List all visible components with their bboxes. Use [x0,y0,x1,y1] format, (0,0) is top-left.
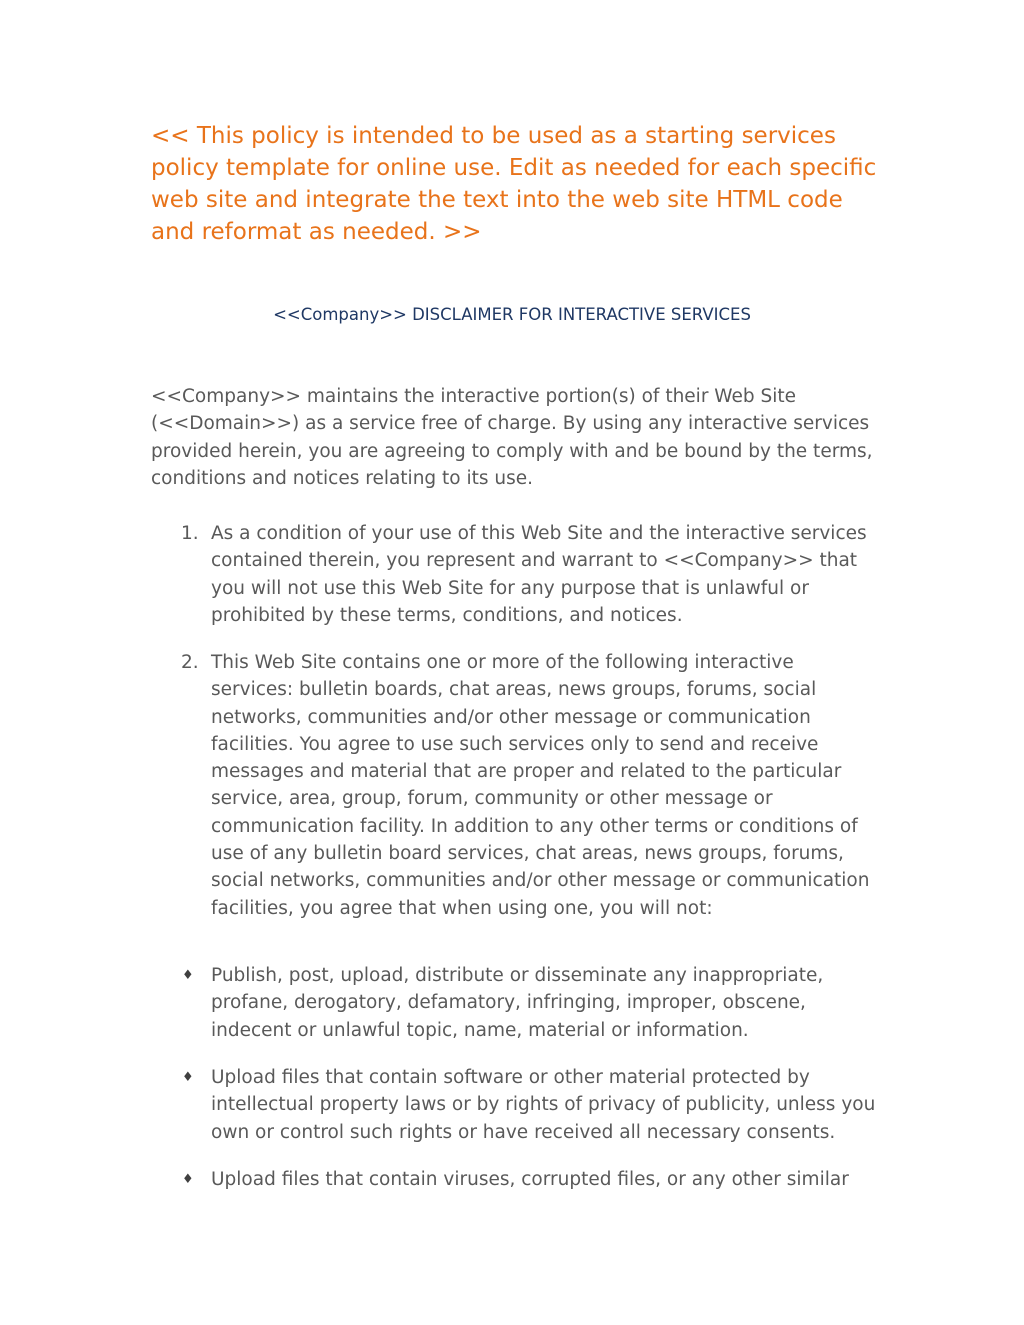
list-item-text: Upload files that contain software or other material protected by intellectual property laws or by rights of privacy of publicity, unless you own or control such rights or have received all necessary consents. [211,1067,876,1143]
list-item-text: As a condition of your use of this Web Site and the interactive services contained therein, you represent and warrant to <<Company>> that you will not use this Web Site for any purpose that is unlawful or prohibited by these terms, conditions, and notices. [211,523,867,626]
numbered-list-item [151,649,881,922]
bullet-list-item [151,962,881,1044]
list-number: 1. [181,523,199,544]
bullet-list-item [151,1166,881,1193]
page-title: <<Company>> DISCLAIMER FOR INTERACTIVE SERVICES [273,305,751,324]
diamond-bullet-icon: ♦ [182,968,194,983]
list-item-text: Publish, post, upload, distribute or disseminate any inappropriate, profane, derogatory, defamatory, infringing, improper, obscene, indecent or unlawful topic, name, material or information. [211,965,824,1041]
list-item-text: This Web Site contains one or more of the following interactive services: bulletin boards, chat areas, news groups, forums, social networks, communities and/or other message or communication facilities. You agree to use such services only to send and receive messages and material that are proper and related to the particular service, area, group, forum, community or other message or communication facility. In addition to any other terms or conditions of use of any bulletin board services, chat areas, news groups, forums, social networks, communities and/or other message or communication facilities, you agree that when using one, you will not: [211,652,870,919]
numbered-list-item [151,520,881,629]
intro-paragraph: <<Company>> maintains the interactive portion(s) of their Web Site (<<Domain>>) as a service free of charge. By using any interactive services provided herein, you are agreeing to comply with and be bound by the terms, conditions and notices relating to its use. [151,386,873,489]
list-number: 2. [181,652,199,673]
list-item-text: Upload files that contain viruses, corrupted files, or any other similar [211,1169,849,1190]
diamond-bullet-icon: ♦ [182,1172,194,1187]
template-instruction-note: << This policy is intended to be used as a starting services policy template for online use. Edit as needed for each specific web site and integrate the text into the web site HTML code and reformat as needed. >> [151,123,877,245]
bullet-list-item [151,1064,881,1146]
diamond-bullet-icon: ♦ [182,1070,194,1085]
